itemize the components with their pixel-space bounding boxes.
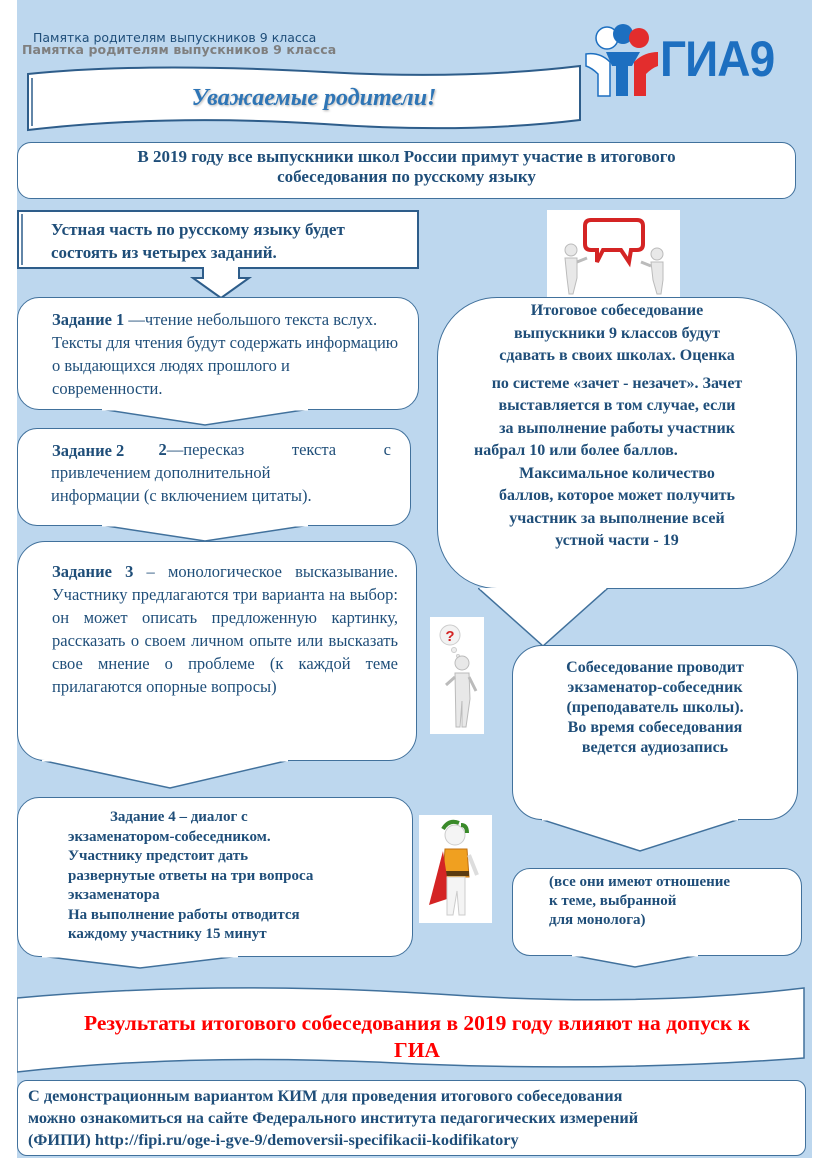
question-mark-person-icon (430, 617, 484, 734)
results-line-1: Результаты итогового собеседования в 2019 году влияют на допуск к (84, 1011, 750, 1035)
info-line-10: участник за выполнение всей (509, 509, 725, 527)
intro-box (17, 142, 796, 199)
task-1-text: —чтение небольшого текста вслух. Тексты для чтения будут содержать информацию о выдающихся людях прошлого и современности. (52, 310, 399, 398)
results-line-2: ГИА (394, 1038, 440, 1062)
svg-text:?: ? (445, 628, 455, 645)
dialog-people-illustration (547, 210, 680, 297)
info-line-9: баллов, которое может получить (499, 487, 735, 504)
monolog-line-1: (все они имеют отношение (549, 874, 731, 890)
gia-people-icon (582, 22, 662, 102)
demo-line-1: С демонстрационным вариантом КИМ для проведения итогового собеседования (28, 1086, 623, 1105)
results-text (17, 1010, 817, 1064)
monolog-note-pointer (570, 955, 700, 969)
info-line-2: выпускники 9 классов будут (513, 324, 721, 342)
info-line-5: выставляется в том случае, если (498, 397, 736, 414)
greeting-title: Уважаемые родители! (191, 84, 437, 111)
demo-line-2: можно ознакомиться на сайте Федерального института педагогических измерений (28, 1108, 639, 1127)
task-1-label: Задание 1 (52, 310, 125, 329)
speech-bubble-people-icon (547, 210, 680, 297)
monolog-note-box (512, 868, 802, 956)
info-bubble (437, 297, 797, 589)
fipi-link[interactable]: http://fipi.ru/oge-i-gve-9/demoversii-specifikacii-kodifikatory (94, 1130, 519, 1149)
info-line-11: устной части - 19 (555, 532, 679, 549)
oral-part-callout (17, 210, 421, 300)
task-4-box (17, 797, 413, 957)
task-4-line-5: экзаменатора (68, 887, 160, 903)
task-2-text-block: 2—пересказ текста с привлечением дополнительной информации (с включением цитаты). (51, 440, 392, 505)
results-banner (17, 986, 806, 1074)
monolog-line-3: для монолога) (549, 912, 646, 928)
oral-part-line-2: состоять из четырех заданий. (51, 243, 277, 262)
examiner-line-2: экзаменатор-собеседник (567, 679, 743, 696)
thinking-person-illustration (430, 617, 484, 734)
gia9-logo (582, 22, 812, 102)
examiner-line-3: (преподаватель школы). (566, 699, 744, 716)
caesar-figure-illustration (419, 815, 492, 923)
task-4-line-2: экзаменатором-собеседником. (68, 828, 271, 845)
task-4-line-6: На выполнение работы отводится (68, 906, 300, 923)
demo-line-3-prefix: (ФИПИ) (28, 1130, 95, 1149)
greeting-banner (24, 62, 584, 134)
info-line-8: Максимальное количество (519, 464, 715, 482)
info-line-7: набрал 10 или более баллов. (474, 442, 678, 459)
task-1-pointer (100, 409, 310, 427)
examiner-line-5: ведется аудиозапись (581, 739, 729, 756)
header-subtitle: Памятка родителям выпускников 9 класса (33, 30, 317, 45)
task-3-text: – монологическое высказывание. Участнику предлагаются три варианта на выбор: он может описать предложенную картинку, рассказать о своем личном опыте или высказать свое мнение о проблеме (к каждой теме прилагаются опорные вопросы) (52, 562, 398, 696)
info-line-6: за выполнение работы участник (499, 419, 735, 437)
task-3-pointer (40, 760, 290, 790)
oral-part-line-1: Устная часть по русскому языку будет (51, 220, 345, 239)
intro-line-2: собеседования по русскому языку (277, 167, 536, 186)
examiner-box-pointer (540, 819, 740, 853)
examiner-line-1: Собеседование проводит (566, 659, 744, 676)
task-4-line-3: Участнику предстоит дать (68, 848, 249, 864)
task-3-box (17, 541, 417, 761)
task-2-label: Задание 2 (52, 441, 125, 460)
task-3-label: Задание 3 (52, 562, 134, 581)
task-4-line-4: развернутые ответы на три вопроса (68, 867, 314, 884)
task-1-box (17, 297, 419, 410)
task-4-pointer (40, 956, 240, 970)
task-4-line-7: каждому участнику 15 минут (68, 926, 267, 942)
laurel-wreath-person-icon (419, 815, 492, 923)
task-4-line-1: Задание 4 – диалог с (110, 809, 248, 825)
info-line-4: по системе «зачет - незачет». Зачет (491, 374, 743, 392)
examiner-info-box (512, 645, 798, 820)
intro-line-1: В 2019 году все выпускники школ России примут участие в итогового (137, 147, 676, 166)
monolog-line-2: к теме, выбранной (549, 893, 677, 909)
logo-text: ГИА9 (660, 31, 775, 87)
examiner-line-4: Во время собеседования (567, 719, 743, 736)
info-line-1: Итоговое собеседование (530, 302, 704, 319)
info-line-3: сдавать в своих школах. Оценка (499, 347, 735, 364)
demo-info-box (17, 1080, 806, 1156)
info-bubble-pointer (478, 588, 608, 648)
header-subtitle-shadow: Памятка родителям выпускников 9 класса (22, 42, 337, 57)
